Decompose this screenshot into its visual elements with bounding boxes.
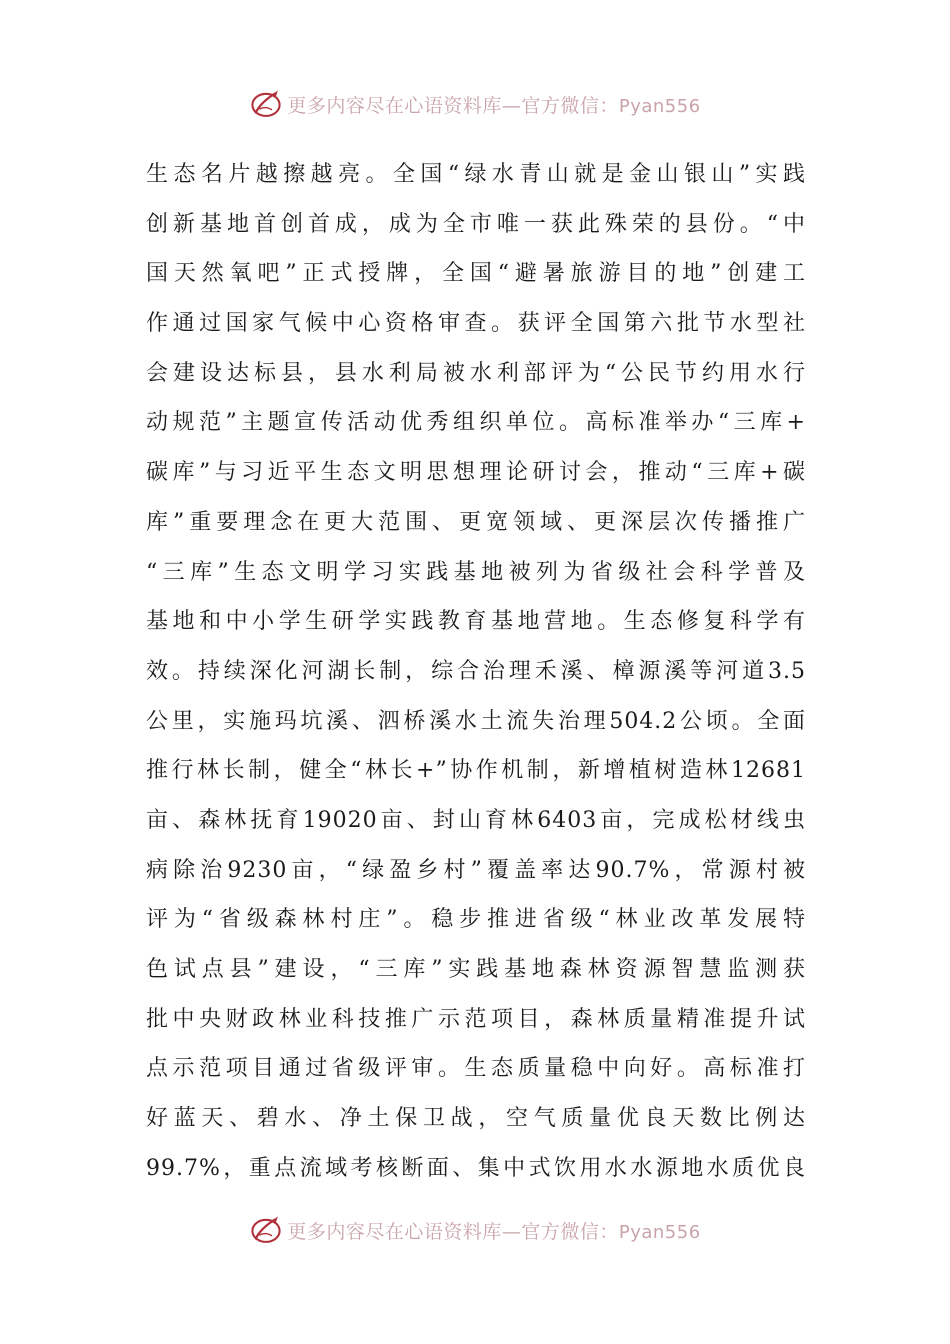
- text-line: 创新基地首创首成，成为全市唯一获此殊荣的县份。“中: [146, 211, 806, 237]
- watermark-label: 官方微信：: [521, 1220, 619, 1243]
- text-line: 亩、森林抚育19020亩、封山育林6403亩，完成松材线虫: [146, 807, 806, 833]
- text-line: 推行林长制，健全“林长+”协作机制，新增植树造林12681: [146, 758, 806, 784]
- text-line: 库”重要理念在更大范围、更宽领域、更深层次传播推广: [146, 509, 806, 535]
- watermark-title: 更多内容尽在心语资料库: [287, 1220, 502, 1243]
- text-line: 病除治9230亩，“绿盈乡村”覆盖率达90.7%，常源村被: [146, 857, 806, 883]
- footer-watermark: [0, 1210, 950, 1250]
- watermark-title: 更多内容尽在心语资料库: [287, 94, 502, 117]
- text-line: 点示范项目通过省级评审。生态质量稳中向好。高标准打: [146, 1056, 806, 1082]
- pen-logo-icon: [249, 1213, 283, 1247]
- watermark-dash: —: [501, 94, 522, 117]
- watermark-handle: Pyan556: [618, 95, 701, 117]
- text-line: 色试点县”建设，“三库”实践基地森林资源智慧监测获: [146, 957, 806, 982]
- pen-logo-icon: [249, 87, 283, 121]
- watermark-text: [287, 91, 700, 118]
- watermark-label: 官方微信：: [521, 94, 619, 117]
- document-body: [146, 150, 806, 1193]
- text-line: 好蓝天、碧水、净土保卫战，空气质量优良天数比例达: [146, 1106, 806, 1132]
- text-line: 批中央财政林业科技推广示范项目，森林质量精准提升试: [146, 1006, 806, 1032]
- text-line: 会建设达标县，县水利局被水利部评为“公民节约用水行: [146, 360, 806, 386]
- text-line: 国天然氧吧”正式授牌，全国“避暑旅游目的地”创建工: [146, 261, 806, 287]
- header-watermark: [0, 84, 950, 124]
- text-line: 99.7%，重点流域考核断面、集中式饮用水水源地水质优良: [146, 1155, 806, 1181]
- watermark-text: [287, 1217, 700, 1244]
- text-line: “三库”生态文明学习实践基地被列为省级社会科学普及: [146, 559, 806, 585]
- text-line: 碳库”与习近平生态文明思想理论研讨会，推动“三库+碳: [146, 460, 806, 486]
- text-line: 评为“省级森林村庄”。稳步推进省级“林业改革发展特: [146, 907, 806, 933]
- text-line: 动规范”主题宣传活动优秀组织单位。高标准举办“三库+: [146, 410, 806, 436]
- watermark-dash: —: [501, 1220, 522, 1243]
- text-line: 效。持续深化河湖长制，综合治理禾溪、樟源溪等河道3.5: [146, 658, 806, 684]
- text-line: 基地和中小学生研学实践教育基地营地。生态修复科学有: [146, 609, 806, 635]
- text-line: 生态名片越擦越亮。全国“绿水青山就是金山银山”实践: [146, 162, 806, 187]
- watermark-handle: Pyan556: [618, 1221, 701, 1243]
- text-line: 作通过国家气候中心资格审查。获评全国第六批节水型社: [146, 311, 806, 337]
- text-line: 公里，实施玛坑溪、泗桥溪水土流失治理504.2公顷。全面: [146, 708, 806, 734]
